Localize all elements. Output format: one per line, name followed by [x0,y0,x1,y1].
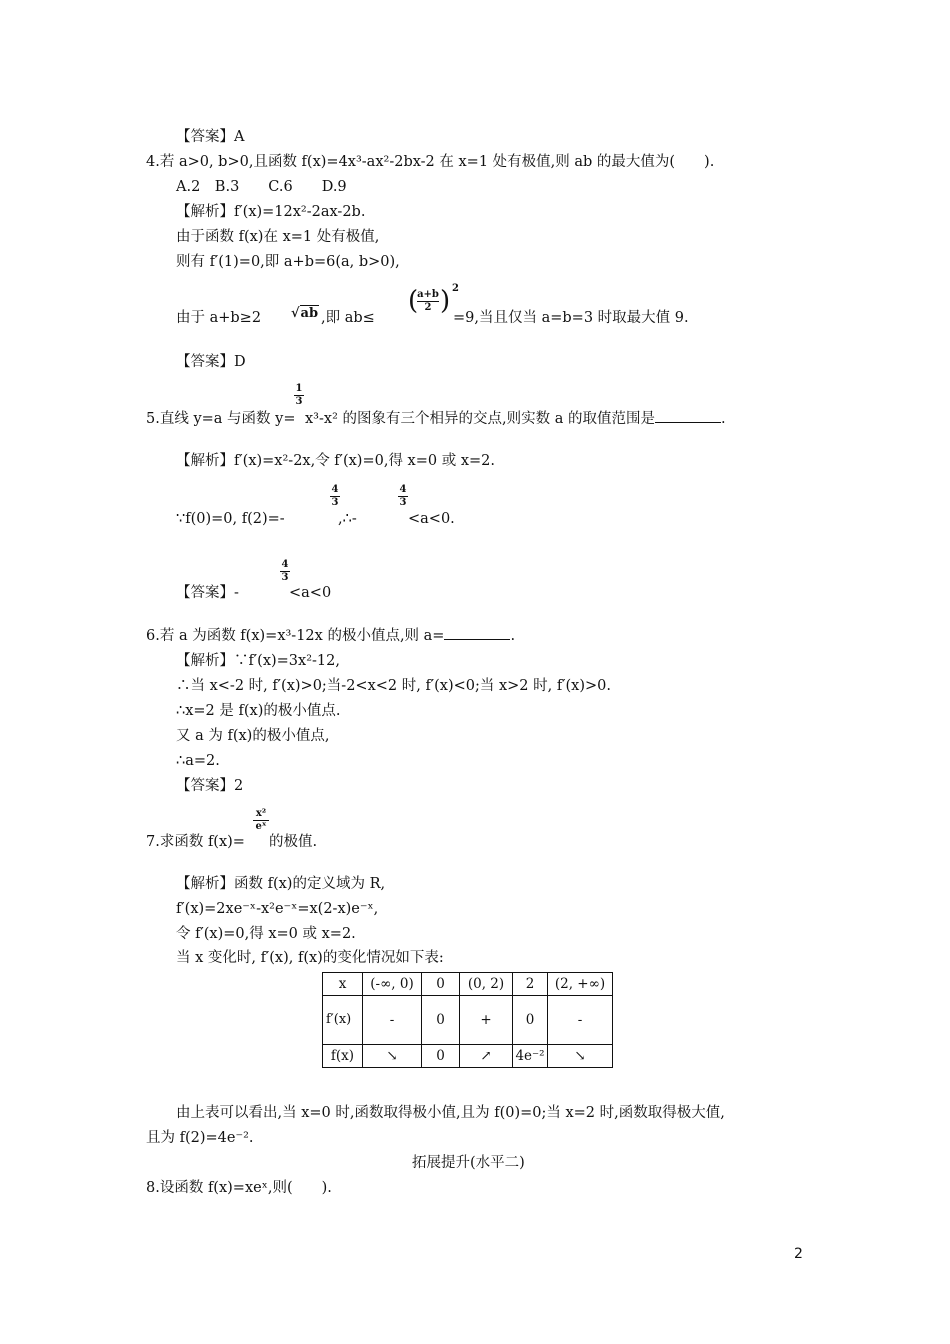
fraction-4-3-c: 4 3 [281,559,289,583]
question-7b: 的极值. [269,834,318,850]
q7-solution-2: f′(x)=2xe⁻ˣ-x²e⁻ˣ=x(2-x)e⁻ˣ, [176,901,379,917]
q7-solution-3: 令 f′(x)=0,得 x=0 或 x=2. [176,926,356,942]
q4-solution-3: 则有 f′(1)=0,即 a+b=6(a, b>0), [176,254,400,270]
table-cell: ↘ [363,1045,422,1068]
q6-solution-1: 【解析】∵f′(x)=3x²-12, [176,653,340,669]
table-cell: - [363,996,422,1045]
fraction-4-3-a: 4 3 [331,484,339,508]
table-row-fprime [323,996,613,1045]
table-row-header [323,973,613,996]
left-paren: ( [408,286,419,316]
q4-solution-4b: ,即 ab≤ [321,310,375,326]
question-4-options: A.2 B.3 C.6 D.9 [176,179,347,195]
q7-conclusion-1: 由上表可以看出,当 x=0 时,函数取得极小值,且为 f(0)=0;当 x=2 时,函数取得极大值, [176,1105,725,1121]
answer-5b: <a<0 [289,585,332,601]
q4-solution-1: 【解析】f′(x)=12x²-2ax-2b. [176,204,366,220]
answer-5a: 【答案】- [176,585,239,601]
answer-4: 【答案】D [176,354,246,370]
answer-blank-5[interactable] [655,410,721,423]
sqrt-ab: √ab [291,306,319,321]
question-7a: 7.求函数 f(x)= [146,834,245,850]
q5-solution-2c: <a<0. [408,511,455,527]
answer-6: 【答案】2 [176,778,244,794]
question-5a: 5.直线 y=a 与函数 y= [146,411,296,427]
question-5b: x³-x² 的图象有三个相异的交点,则实数 a 的取值范围是 . [305,411,726,427]
question-4: 4.若 a>0, b>0,且函数 f(x)=4x³-ax²-2bx-2 在 x=1 处有极值,则 ab 的最大值为( ). [146,154,715,170]
table-cell: (-∞, 0) [363,973,422,996]
table-cell: (2, +∞) [548,973,613,996]
q5-solution-1: 【解析】f′(x)=x²-2x,令 f′(x)=0,得 x=0 或 x=2. [176,453,495,469]
table-cell: ↗ [460,1045,513,1068]
table-cell: 0 [513,996,548,1045]
answer-blank-6[interactable] [444,627,510,640]
table-row-f [323,1045,613,1068]
table-cell: 4e⁻² [513,1045,548,1068]
q7-solution-4: 当 x 变化时, f′(x), f(x)的变化情况如下表: [176,950,444,966]
q6-solution-2: ∴当 x<-2 时, f′(x)>0;当-2<x<2 时, f′(x)<0;当 x>2 时, f′(x)>0. [176,678,611,694]
table-cell: - [548,996,613,1045]
q6-solution-5: ∴a=2. [176,753,220,769]
table-cell: x [323,973,363,996]
variation-table [322,972,613,1068]
q7-conclusion-2: 且为 f(2)=4e⁻². [146,1130,254,1146]
table-cell: + [460,996,513,1045]
table-cell: f(x) [323,1045,363,1068]
q5-solution-2a: ∵f(0)=0, f(2)=- [176,511,285,527]
answer-3: 【答案】A [176,129,245,145]
table-cell: 2 [513,973,548,996]
fraction-a-plus-b-over-2: a+b 2 [417,289,439,313]
right-paren: ) [440,286,451,316]
fraction-1-3: 1 3 [295,383,303,407]
question-6: 6.若 a 为函数 f(x)=x³-12x 的极小值点,则 a= . [146,628,516,644]
table-cell: 0 [422,1045,460,1068]
fraction-4-3-b: 4 3 [399,484,407,508]
q4-solution-4a: 由于 a+b≥2 [176,310,262,326]
q7-solution-1: 【解析】函数 f(x)的定义域为 R, [176,876,386,892]
table-cell: 0 [422,996,460,1045]
section-heading: 拓展提升(水平二) [412,1155,525,1171]
table-cell: ↘ [548,1045,613,1068]
q5-solution-2b: ,∴- [338,511,357,527]
table-cell: f′(x) [323,996,363,1045]
question-8: 8.设函数 f(x)=xeˣ,则( ). [146,1180,332,1196]
q6-solution-4: 又 a 为 f(x)的极小值点, [176,728,330,744]
q4-solution-2: 由于函数 f(x)在 x=1 处有极值, [176,229,380,245]
exponent-2: 2 [452,283,459,294]
table-cell: (0, 2) [460,973,513,996]
table-cell: 0 [422,973,460,996]
q6-solution-3: ∴x=2 是 f(x)的极小值点. [176,703,341,719]
page-number: 2 [794,1246,803,1262]
q4-solution-4c: =9,当且仅当 a=b=3 时取最大值 9. [453,310,689,326]
fraction-x2-over-ex: x² eˣ [253,809,269,832]
